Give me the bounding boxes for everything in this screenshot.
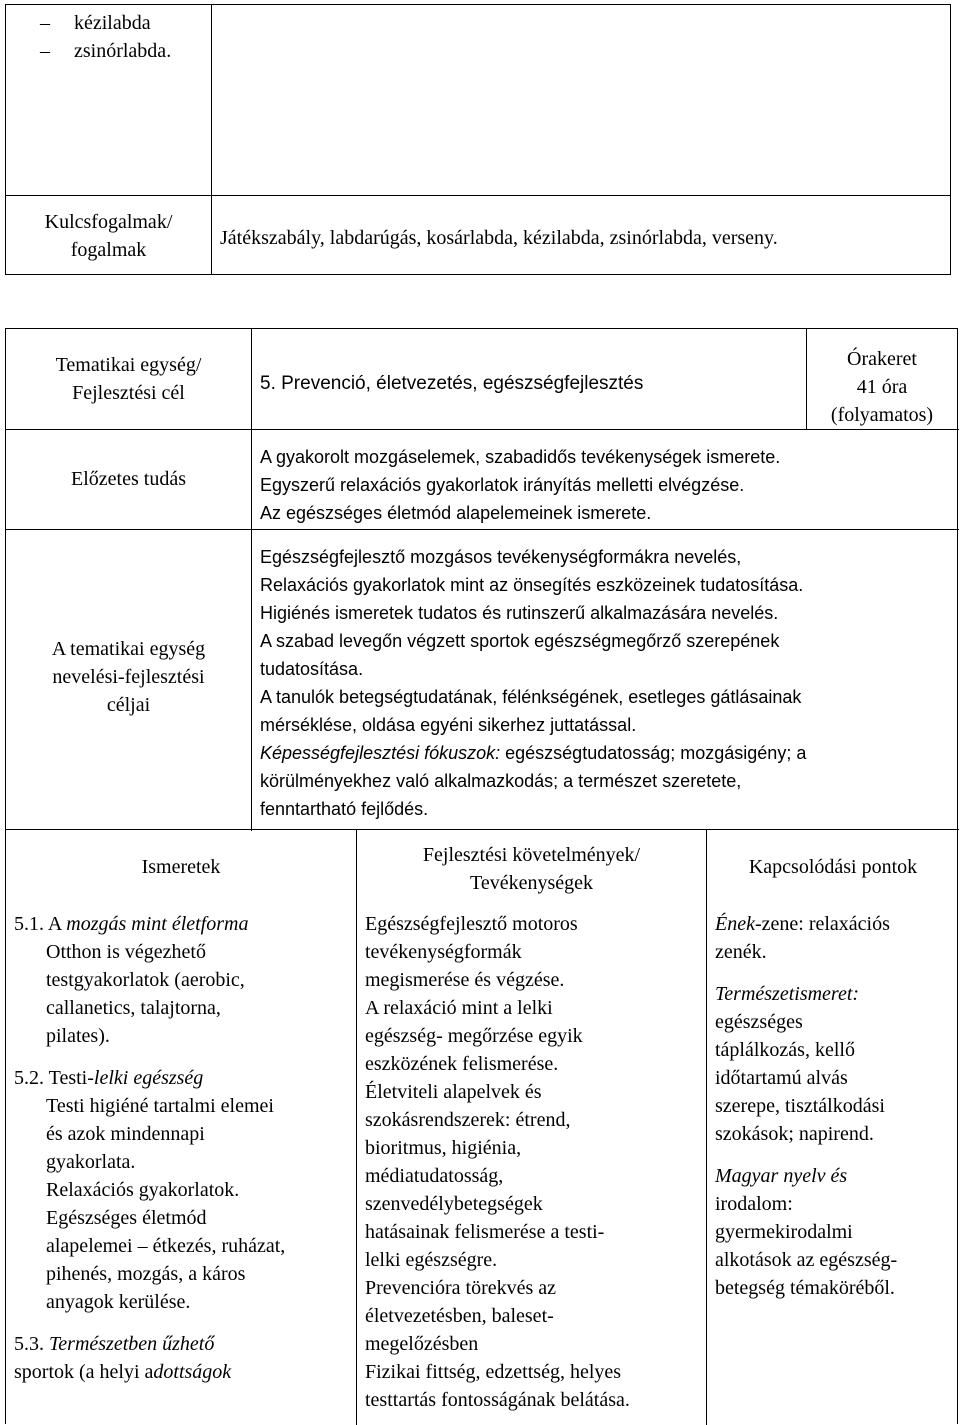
elozetes-text: A gyakorolt mozgáselemek, szabadidős tevékenységek ismerete. Egyszerű relaxációs gyakorlatok irányítás melletti elvégzése. Az egészséges életmód alapelemeinek ismerete. [260, 447, 781, 523]
fokusz-label: Képességfejlesztési fókuszok: [260, 743, 501, 763]
row-divider [6, 829, 959, 830]
fokusz-line: Képességfejlesztési fókuszok: egészségtudatosság; mozgásigény; a [260, 743, 807, 763]
list-item: – zsinórlabda. [74, 37, 171, 65]
vertical-divider [211, 4, 212, 196]
kapcsolodasi-content: Ének-zene: relaxációs zenék. Természetismeret: egészséges táplálkozás, kellő időtartamú alvás szerepe, tisztálkodási szokások; napirend. Magyar nyelv és irodalom: gyermekirodalmi alkotások az egészség- betegség témaköréből. [715, 913, 898, 1299]
vertical-divider [356, 829, 357, 1425]
top-list-box [5, 4, 951, 196]
kulcsfogalmak-row [5, 195, 951, 275]
celjai-text: Egészségfejlesztő mozgásos tevékenységformákra nevelés, Relaxációs gyakorlatok mint az önsegítés eszközeinek tudatosítása. Higiénés ismeretek tudatos és rutinszerű alkalmazására nevelés. A szabad levegőn végzett sportok egészségmegőrző szerepének tudatosítása. A tanulók betegségtudatának, félénkségének, esetleges gátlásainak mérséklése, oldása egyéni sikerhez juttatással. Képességfejlesztési fókuszok: egészségtudatosság; mozgásigény; a körülményekhez való alkalmazkodás; a természet szeretete, fenntartható fejlődés. [260, 547, 807, 819]
fejlesztesi-header: Fejlesztési követelmények/ Tevékenységek [422, 844, 641, 894]
elozetes-label: Előzetes tudás [71, 468, 186, 490]
vertical-divider [211, 195, 212, 275]
kulcsfogalmak-text: Játékszabály, labdarúgás, kosárlabda, kézilabda, zsinórlabda, verseny. [220, 227, 778, 249]
ismeretek-content: 5.1. A mozgás mint életforma Otthon is végezhető testgyakorlatok (aerobic, callanetics, talajtorna, pilates). 5.2. Testi-lelki egészség Testi higiéné tartalmi elemei és azok mindennapi gyakorlata. Relaxációs gyakorlatok. Egészséges életmód alapelemei – étkezés, ruházat, pihenés, mozgás, a káros anyagok kerülése. 5.3. Természetben űzhető sportok (a helyi adottságok [14, 913, 286, 1383]
kapcsolodasi-header: Kapcsolódási pontok [748, 856, 918, 878]
row-divider [6, 429, 959, 430]
vertical-divider [706, 829, 707, 1425]
tematikai-title: 5. Prevenció, életvezetés, egészségfejlesztés [260, 373, 644, 394]
tematikai-label: Tematikai egység/ Fejlesztési cél [55, 354, 202, 404]
kulcsfogalmak-label: Kulcsfogalmak/ fogalmak [44, 211, 173, 261]
list-item: – kézilabda [74, 9, 151, 37]
fejlesztesi-content: Egészségfejlesztő motoros tevékenységformák megismerése és végzése. A relaxáció mint a lelki egészség- megőrzése egyik eszközének felismerése. Életviteli alapelvek és szokásrendszerek: étrend, bioritmus, higiénia, médiatudatosság, szenvedélybetegségek hatásainak felismerése a testi- lelki egészségre. Prevencióra törekvés az életvezetésben, baleset- megelőzésben Fizikai fittség, edzettség, helyes testtartás fontosságának belátása. [365, 913, 630, 1411]
ismeretek-header: Ismeretek [141, 856, 221, 878]
main-table [5, 328, 958, 1424]
row-divider [6, 529, 959, 530]
vertical-divider [251, 329, 252, 831]
orakeret: Órakeret 41 óra (folyamatos) [830, 348, 934, 426]
celjai-label: A tematikai egység nevelési-fejlesztési céljai [51, 638, 206, 716]
